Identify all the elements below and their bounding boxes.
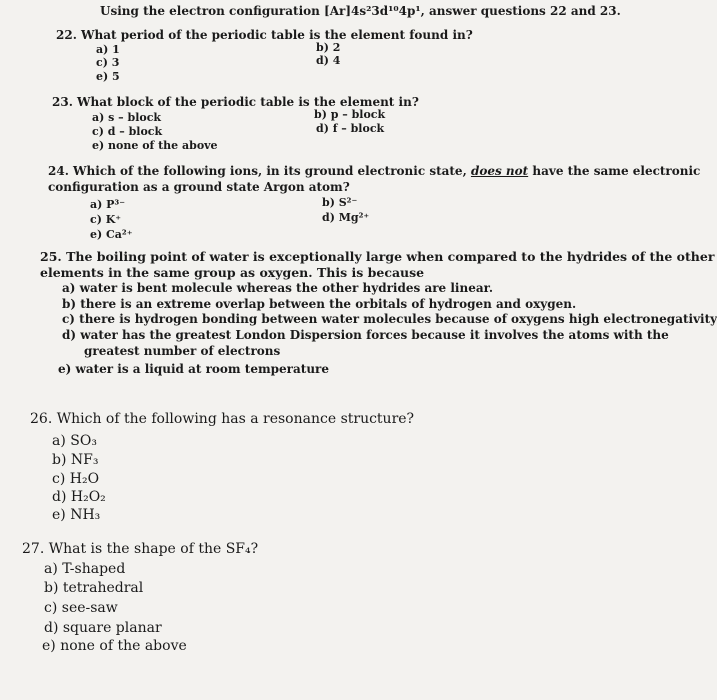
q23-option-e: e) none of the above xyxy=(92,139,218,152)
question-27-stem: 27. What is the shape of the SF₄? xyxy=(22,541,259,557)
q26-option-b: b) NF₃ xyxy=(52,452,99,468)
q26-option-c: c) H₂O xyxy=(52,471,100,487)
q23-option-a: a) s – block xyxy=(92,111,162,124)
q22-option-d: d) 4 xyxy=(316,54,341,67)
q24-option-d: d) Mg²⁺ xyxy=(322,211,370,224)
q25-option-d: d) water has the greatest London Dispersion forces because it involves the atoms with the xyxy=(62,328,669,342)
q23-option-d: d) f – block xyxy=(316,122,385,135)
q24-option-c: c) K⁺ xyxy=(90,213,122,226)
question-22-stem: 22. What period of the periodic table is the element found in? xyxy=(56,28,473,42)
question-24-stem xyxy=(48,164,700,178)
q24-option-e: e) Ca²⁺ xyxy=(90,228,133,241)
q23-option-c: c) d – block xyxy=(92,125,163,138)
q26-option-a: a) SO₃ xyxy=(52,433,97,449)
q22-option-b: b) 2 xyxy=(316,41,341,54)
question-24-stem-line2: configuration as a ground state Argon atom? xyxy=(48,180,350,194)
q27-option-c: c) see-saw xyxy=(44,600,118,616)
q25-option-a: a) water is bent molecule whereas the other hydrides are linear. xyxy=(62,281,494,295)
q24-stem-emphasis: does not xyxy=(470,164,529,178)
q23-option-b: b) p – block xyxy=(314,108,386,121)
q22-option-e: e) 5 xyxy=(96,70,120,83)
q24-option-b: b) S²⁻ xyxy=(322,196,358,209)
q26-option-d: d) H₂O₂ xyxy=(52,489,106,505)
q22-option-c: c) 3 xyxy=(96,56,120,69)
q24-option-a: a) P³⁻ xyxy=(90,198,126,211)
q25-option-c: c) there is hydrogen bonding between water molecules because of oxygens high electronegativity xyxy=(62,312,717,326)
q24-stem-pre: 24. Which of the following ions, in its ground electronic state, xyxy=(48,164,471,178)
q25-option-e: e) water is a liquid at room temperature xyxy=(58,362,330,376)
question-25-stem-line2: elements in the same group as oxygen. This is because xyxy=(40,265,425,280)
question-26-stem: 26. Which of the following has a resonance structure? xyxy=(30,411,415,427)
q25-option-b: b) there is an extreme overlap between the orbitals of hydrogen and oxygen. xyxy=(62,297,577,311)
question-25-stem-line1: 25. The boiling point of water is exceptionally large when compared to the hydrides of the other xyxy=(40,249,715,264)
question-23-stem: 23. What block of the periodic table is the element in? xyxy=(52,95,419,109)
q27-option-e: e) none of the above xyxy=(42,638,187,654)
q27-option-d: d) square planar xyxy=(44,620,162,636)
q25-option-d-continued: greatest number of electrons xyxy=(84,344,281,358)
q26-option-e: e) NH₃ xyxy=(52,507,101,523)
q27-option-b: b) tetrahedral xyxy=(44,580,144,596)
q24-stem-post: have the same electronic xyxy=(528,164,701,178)
section-header: Using the electron configuration [Ar]4s²3d¹⁰4p¹, answer questions 22 and 23. xyxy=(100,4,621,18)
q27-option-a: a) T-shaped xyxy=(44,561,126,577)
q22-option-a: a) 1 xyxy=(96,43,120,56)
